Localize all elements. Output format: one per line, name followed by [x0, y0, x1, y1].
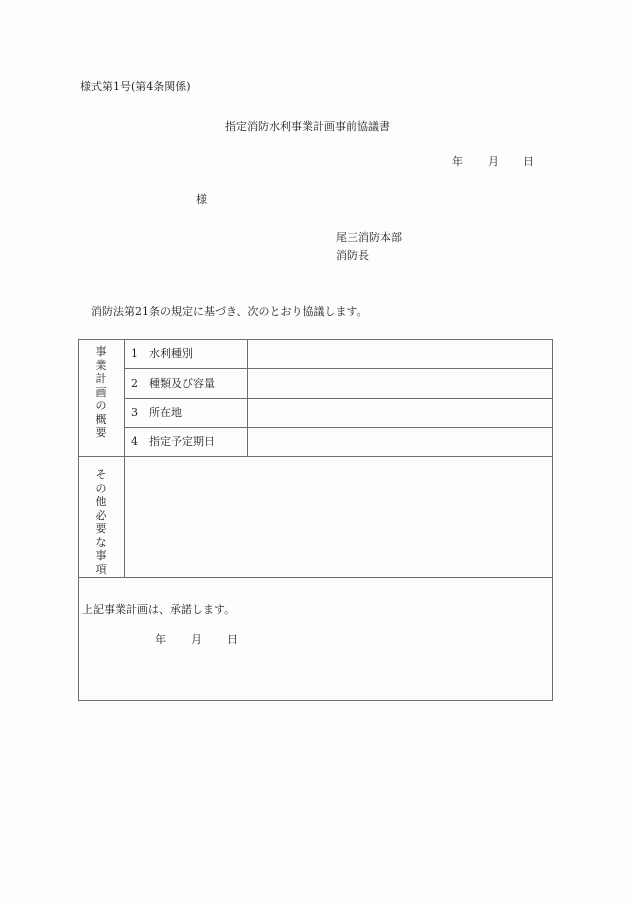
table-border-top — [78, 339, 553, 340]
type-capacity-field[interactable] — [249, 370, 551, 397]
approval-day-label: 日 — [227, 633, 238, 646]
row-scheduled-date: 4 指定予定期日 — [131, 435, 215, 448]
approval-month-label: 月 — [191, 633, 202, 646]
section-plan-summary-label: 事業計画の概要 — [95, 345, 107, 439]
year-label: 年 — [452, 155, 463, 168]
sender-title: 消防長 — [336, 249, 369, 262]
section-other-matters-label: その他必要な事項 — [95, 468, 107, 576]
approval-year-label: 年 — [155, 633, 166, 646]
month-label: 月 — [488, 155, 499, 168]
location-field[interactable] — [249, 400, 551, 426]
row-type-capacity: 2 種類及び容量 — [131, 377, 215, 390]
water-type-field[interactable] — [249, 341, 551, 367]
table-border-right — [552, 339, 553, 701]
intro-text: 消防法第21条の規定に基づき、次のとおり協議します。 — [91, 305, 368, 318]
approval-text: 上記事業計画は、承諾します。 — [82, 603, 236, 616]
table-border-left — [78, 339, 79, 701]
addressee-suffix: 様 — [196, 193, 207, 206]
scheduled-date-field[interactable] — [249, 429, 551, 455]
section-divider — [78, 456, 553, 457]
row-divider — [124, 368, 552, 369]
sender-org: 尾三消防本部 — [336, 231, 402, 244]
row-location: 3 所在地 — [131, 406, 182, 419]
row-water-type: 1 水利種別 — [131, 347, 193, 360]
day-label: 日 — [523, 155, 534, 168]
other-matters-field[interactable] — [126, 458, 551, 576]
table-border-bottom — [78, 700, 553, 701]
form-number: 様式第1号(第4条関係) — [80, 80, 191, 93]
section-divider — [78, 577, 553, 578]
document-title: 指定消防水利事業計画事前協議書 — [225, 120, 390, 133]
row-divider — [124, 427, 552, 428]
label-column-divider — [124, 339, 125, 577]
row-divider — [124, 398, 552, 399]
